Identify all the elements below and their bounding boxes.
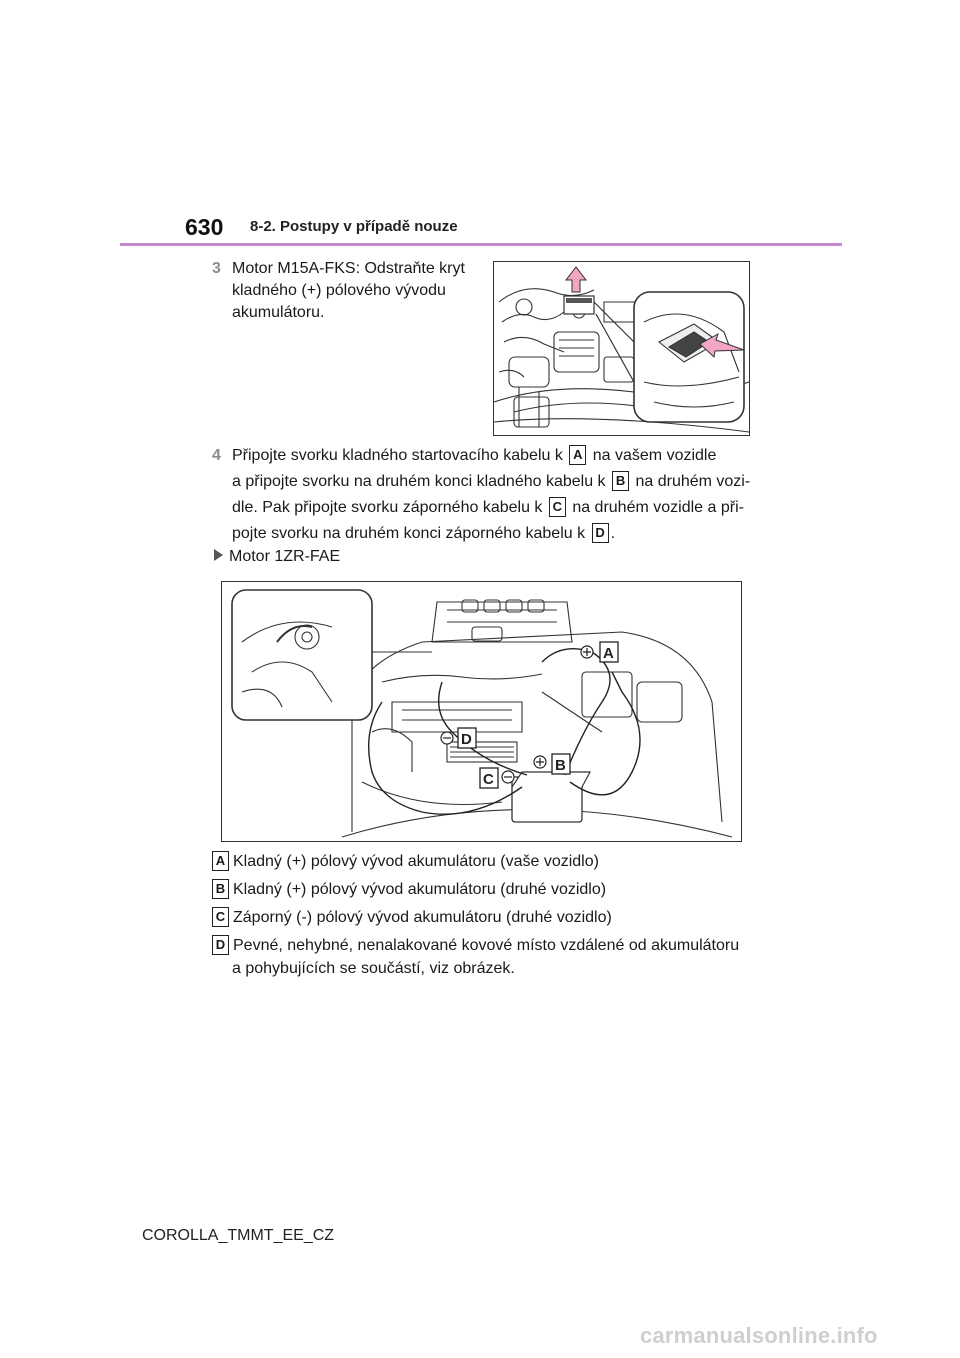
legend-text-b: Kladný (+) pólový vývod akumulátoru (druhé vozidlo) xyxy=(233,881,607,898)
legend-badge-b: B xyxy=(212,879,229,899)
step-4-line-3 xyxy=(232,497,744,519)
step-4-line-1 xyxy=(232,445,716,467)
legend-badge-d: D xyxy=(212,935,229,955)
badge-a: A xyxy=(569,445,586,465)
figure-jump-start xyxy=(221,581,742,842)
engine-label xyxy=(214,548,340,566)
legend-item-b xyxy=(212,879,606,901)
section-title: 8-2. Postupy v případě nouze xyxy=(250,218,458,235)
fig-label-d: D xyxy=(461,731,472,748)
engine-bay-illustration-1 xyxy=(494,262,749,435)
legend-badge-a: A xyxy=(212,851,229,871)
step-4-line-4-b: . xyxy=(610,525,616,542)
step-4-line-1-b: na vašem vozidle xyxy=(592,447,717,464)
badge-b: B xyxy=(612,471,629,491)
legend-text-d: Pevné, nehybné, nenalakované kovové místo vzdálené od akumulátoru xyxy=(233,937,740,954)
watermark: carmanualsonline.info xyxy=(640,1323,878,1348)
legend-item-c xyxy=(212,907,612,929)
fig-label-a: A xyxy=(603,645,614,662)
doc-code: COROLLA_TMMT_EE_CZ xyxy=(142,1227,335,1244)
step-4-line-3-a: dle. Pak připojte svorku záporného kabelu k xyxy=(232,499,543,516)
step-4-line-2 xyxy=(232,471,750,493)
engine-bay-illustration-2 xyxy=(222,582,741,841)
step-4-line-4 xyxy=(232,523,615,545)
fig-label-b: B xyxy=(555,757,566,774)
legend-item-d xyxy=(212,935,739,957)
legend-item-a xyxy=(212,851,599,873)
page-number: 630 xyxy=(185,214,224,240)
badge-d: D xyxy=(592,523,609,543)
legend-text-d-cont: a pohybujících se součástí, viz obrázek. xyxy=(232,960,515,977)
badge-c: C xyxy=(549,497,566,517)
legend-text-c: Záporný (-) pólový vývod akumulátoru (druhé vozidlo) xyxy=(233,909,612,926)
figure-terminal-cover xyxy=(493,261,750,436)
fig-label-c: C xyxy=(483,771,494,788)
header-rule xyxy=(120,243,842,246)
step-4-line-2-b: na druhém vozi- xyxy=(635,473,751,490)
legend-badge-c: C xyxy=(212,907,229,927)
step-3-text: Motor M15A-FKS: Odstraňte kryt kladného (+) pólového vývodu akumulátoru. xyxy=(232,260,465,321)
step-4-line-4-a: pojte svorku na druhém konci záporného kabelu k xyxy=(232,525,586,542)
engine-label-text: Motor 1ZR-FAE xyxy=(229,548,341,565)
triangle-bullet-icon xyxy=(214,549,223,561)
step-4-number: 4 xyxy=(212,447,221,464)
legend-text-a: Kladný (+) pólový vývod akumulátoru (vaše vozidlo) xyxy=(233,853,599,870)
step-3 xyxy=(212,258,472,321)
step-3-number: 3 xyxy=(212,260,221,277)
step-4-line-2-a: a připojte svorku na druhém konci kladného kabelu k xyxy=(232,473,606,490)
step-4-line-1-a: Připojte svorku kladného startovacího kabelu k xyxy=(232,447,563,464)
step-4-line-3-b: na druhém vozidle a při- xyxy=(572,499,744,516)
